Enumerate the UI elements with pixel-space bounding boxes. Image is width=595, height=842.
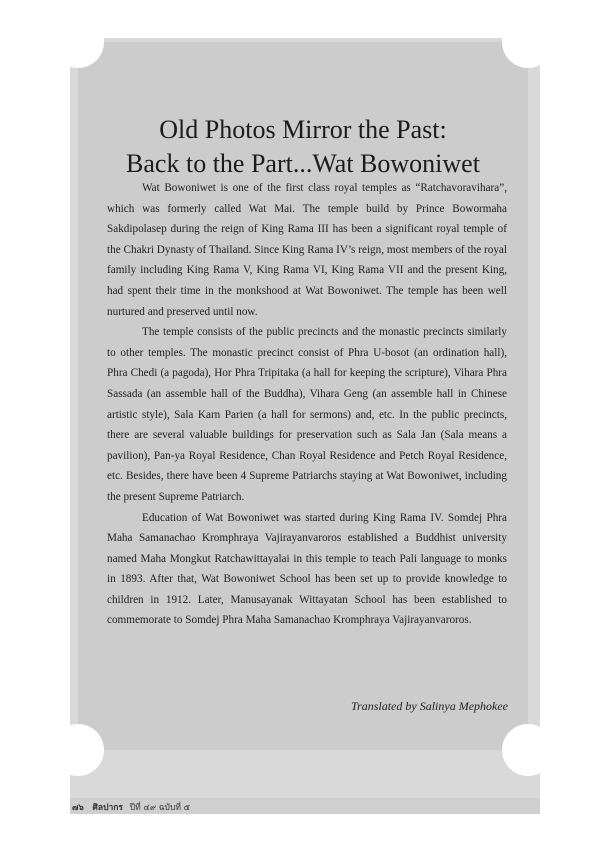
panel-corner-cutout: [52, 16, 104, 68]
article-paragraph: Education of Wat Bowoniwet was started during King Rama IV. Somdej Phra Maha Samanachao Kromphraya Vajirayanvaroros established a Buddhist university named Maha Mongkut Ratchawittayalai in this temple to teach Pali language to monks in 1893. After that, Wat Bowoniwet School has been set up to provide knowledge to children in 1912. Later, Manusayanak Wittayatan School has been established to commemorate to Somdej Phra Maha Samanachao Kromphraya Vajirayanvaroros.: [107, 511, 507, 627]
article-title-line-2: Back to the Part...Wat Bowoniwet: [126, 149, 480, 179]
issue-info: ปีที่ ๔๙ ฉบับที่ ๕: [129, 803, 191, 813]
page-number: ๗๖: [72, 803, 84, 813]
article-paragraph: Wat Bowoniwet is one of the first class royal temples as “Ratchavoravihara”, which was formerly called Wat Mai. The temple build by Prince Bowormaha Sakdipolasep during the reign of King Rama III has been a significant royal temple of the Chakri Dynasty of Thailand. Since King Rama IV’s reign, most members of the royal family including King Rama V, King Rama VI, King Rama VII and the present King, had spent their time in the monkshood at Wat Bowoniwet. The temple has been well nurtured and preserved until now.: [107, 182, 507, 318]
panel-corner-cutout: [52, 724, 104, 776]
article-body: [107, 178, 507, 631]
panel-corner-cutout: [502, 724, 554, 776]
article-panel: [78, 42, 528, 750]
article-paragraph: The temple consists of the public precincts and the monastic precincts similarly to other temples. The monastic precinct consist of Phra U-bosot (an ordination hall), Phra Chedi (a pagoda), Hor Phra Tripitaka (a hall for keeping the scripture), Vihara Phra Sassada (an assemble hall of the Buddha), Vihara Geng (an assemble hall in Chinese artistic style), Sala Karn Parien (a hall for sermons) and, etc. In the public precincts, there are several valuable buildings for preservation such as Sala Jan (Sala means a pavilion), Pan-ya Royal Residence, Chan Royal Residence and Petch Royal Residence, etc. Besides, there have been 4 Supreme Patriarchs staying at Wat Bowoniwet, including the present Supreme Patriarch.: [107, 326, 507, 503]
article-title-line-1: Old Photos Mirror the Past:: [159, 115, 447, 145]
article-title: [78, 113, 528, 181]
page-footer: [72, 800, 190, 814]
magazine-name: ศิลปากร: [92, 803, 123, 813]
panel-corner-cutout: [502, 16, 554, 68]
translator-credit: Translated by Salinya Mephokee: [351, 699, 508, 713]
